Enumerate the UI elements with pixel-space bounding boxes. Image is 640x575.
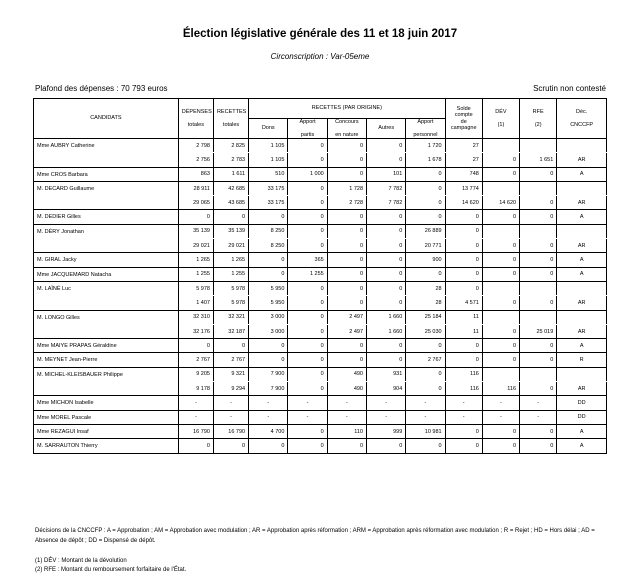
- cell-recettes: 0: [213, 439, 248, 453]
- table-row: [34, 224, 607, 238]
- candidate-name: Mme MICHON Isabelle: [34, 396, 179, 410]
- cell-concours-nature: -: [327, 410, 366, 424]
- cell-rfe: 0: [520, 196, 557, 210]
- cell-concours-nature: 0: [327, 210, 366, 224]
- cell-concours-nature: 2 728: [327, 196, 366, 210]
- candidate-name: M. SARRAUTON Thierry: [34, 439, 179, 453]
- cell-autres: 101: [367, 167, 406, 181]
- cell-recettes: 43 685: [213, 196, 248, 210]
- cell-rfe: 0: [520, 424, 557, 438]
- cell-apport-personnel: 0: [406, 196, 445, 210]
- cell-dons: 33 175: [249, 196, 288, 210]
- cell-recettes: 32 187: [213, 324, 248, 338]
- cell-apport-partis: 0: [288, 339, 327, 353]
- cell-apport-personnel: 900: [406, 253, 445, 267]
- candidate-name: M. GIRAL Jacky: [34, 253, 179, 267]
- cell-decision: [557, 367, 607, 381]
- cell-depenses: 2 767: [178, 353, 213, 367]
- header-rfe: RFE (2): [520, 99, 557, 139]
- cell-apport-partis: 0: [288, 153, 327, 167]
- cell-decision: DD: [557, 396, 607, 410]
- cell-concours-nature: 2 497: [327, 324, 366, 338]
- cell-concours-nature: 0: [327, 439, 366, 453]
- cell-concours-nature: 0: [327, 296, 366, 310]
- cell-concours-nature: 490: [327, 367, 366, 381]
- cell-apport-personnel: -: [406, 410, 445, 424]
- cell-apport-partis: 0: [288, 196, 327, 210]
- cell-dev: 0: [482, 167, 519, 181]
- header-autres: Autres: [367, 119, 406, 139]
- cell-recettes: 35 139: [213, 224, 248, 238]
- candidate-name: M. DÉRY Jonathan: [34, 224, 179, 253]
- cell-dons: 7 900: [249, 382, 288, 396]
- cell-solde: 0: [445, 439, 482, 453]
- cell-depenses: 2 756: [178, 153, 213, 167]
- cell-decision: A: [557, 253, 607, 267]
- cell-apport-partis: 0: [288, 239, 327, 253]
- cell-apport-personnel: 0: [406, 267, 445, 281]
- cell-rfe: [520, 139, 557, 153]
- cell-depenses: 9 178: [178, 382, 213, 396]
- cell-autres: 0: [367, 210, 406, 224]
- cell-dons: 0: [249, 439, 288, 453]
- cell-recettes: 1 265: [213, 253, 248, 267]
- page-title: Élection législative générale des 11 et 18 juin 2017: [182, 28, 458, 40]
- cell-dev: 0: [482, 439, 519, 453]
- cell-dons: 0: [249, 267, 288, 281]
- candidate-name: M. LAÏNÉ Luc: [34, 281, 179, 310]
- cell-apport-partis: 0: [288, 310, 327, 324]
- cell-rfe: 0: [520, 382, 557, 396]
- table-row: [34, 181, 607, 195]
- cell-dons: 0: [249, 253, 288, 267]
- candidate-name: Mme CROS Barbara: [34, 167, 179, 181]
- cell-concours-nature: 490: [327, 382, 366, 396]
- table-row: [34, 281, 607, 295]
- cell-autres: 0: [367, 153, 406, 167]
- footnote-dev: (1) DÉV : Montant de la dévolution: [35, 558, 127, 564]
- cell-dev: 0: [482, 253, 519, 267]
- cell-autres: 1 660: [367, 310, 406, 324]
- cell-solde: 0: [445, 267, 482, 281]
- cell-dev: 0: [482, 324, 519, 338]
- cell-apport-partis: 0: [288, 439, 327, 453]
- cell-dev: 0: [482, 424, 519, 438]
- cell-autres: 999: [367, 424, 406, 438]
- cell-concours-nature: 0: [327, 224, 366, 238]
- cell-depenses: 28 911: [178, 181, 213, 195]
- cell-apport-personnel: 28: [406, 296, 445, 310]
- plafond-depenses: Plafond des dépenses : 70 793 euros: [35, 84, 168, 93]
- cell-rfe: [520, 310, 557, 324]
- cell-autres: 0: [367, 139, 406, 153]
- cell-apport-partis: 0: [288, 324, 327, 338]
- cell-solde: 13 774: [445, 181, 482, 195]
- cell-apport-personnel: 1 678: [406, 153, 445, 167]
- cell-depenses: 1 265: [178, 253, 213, 267]
- cell-rfe: 1 651: [520, 153, 557, 167]
- cell-decision: [557, 224, 607, 238]
- cell-concours-nature: -: [327, 396, 366, 410]
- cell-autres: 0: [367, 353, 406, 367]
- cell-rfe: [520, 224, 557, 238]
- candidate-name: M. DEDIER Gilles: [34, 210, 179, 224]
- table-row: [34, 139, 607, 153]
- cell-depenses: 5 978: [178, 281, 213, 295]
- candidate-name: Mme MOREL Pascale: [34, 410, 179, 424]
- cell-dev: [482, 281, 519, 295]
- cell-solde: -: [445, 396, 482, 410]
- cell-decision: AR: [557, 196, 607, 210]
- circonscription-subtitle: Circonscription : Var-05eme: [270, 52, 370, 61]
- cell-autres: 0: [367, 281, 406, 295]
- cell-rfe: [520, 181, 557, 195]
- cell-recettes: 2 825: [213, 139, 248, 153]
- cell-autres: 7 782: [367, 196, 406, 210]
- cell-apport-partis: 1 255: [288, 267, 327, 281]
- cell-concours-nature: 0: [327, 139, 366, 153]
- cell-autres: 0: [367, 253, 406, 267]
- results-table: [33, 98, 607, 454]
- cell-depenses: -: [178, 396, 213, 410]
- cell-autres: -: [367, 410, 406, 424]
- cell-solde: 0: [445, 281, 482, 295]
- cell-autres: 0: [367, 439, 406, 453]
- cell-rfe: [520, 367, 557, 381]
- header-decision: Déc. CNCCFP: [557, 99, 607, 139]
- cell-dons: 3 000: [249, 324, 288, 338]
- cell-dons: 3 000: [249, 310, 288, 324]
- cell-recettes: 9 321: [213, 367, 248, 381]
- cell-recettes: 1 255: [213, 267, 248, 281]
- cell-decision: AR: [557, 296, 607, 310]
- cell-apport-partis: 365: [288, 253, 327, 267]
- cell-decision: A: [557, 167, 607, 181]
- cell-apport-personnel: 0: [406, 339, 445, 353]
- cell-apport-partis: 0: [288, 181, 327, 195]
- cell-recettes: 5 978: [213, 296, 248, 310]
- cell-apport-personnel: 25 184: [406, 310, 445, 324]
- cell-concours-nature: 0: [327, 267, 366, 281]
- candidate-name: M. MEYNET Jean-Pierre: [34, 353, 179, 367]
- table-row: [34, 396, 607, 410]
- table-row: [34, 267, 607, 281]
- cell-rfe: 0: [520, 167, 557, 181]
- cell-dev: [482, 367, 519, 381]
- cell-recettes: 2 783: [213, 153, 248, 167]
- cell-recettes: 16 790: [213, 424, 248, 438]
- cell-concours-nature: 0: [327, 153, 366, 167]
- header-candidats: CANDIDATS: [34, 99, 179, 139]
- candidate-name: M. MICHEL-KLEISBAUER Philippe: [34, 367, 179, 396]
- cell-dev: 0: [482, 353, 519, 367]
- cell-rfe: 0: [520, 353, 557, 367]
- cell-decision: A: [557, 439, 607, 453]
- cell-concours-nature: 0: [327, 167, 366, 181]
- cell-decision: A: [557, 424, 607, 438]
- cell-rfe: 25 019: [520, 324, 557, 338]
- cell-recettes: 42 685: [213, 181, 248, 195]
- table-row: [34, 367, 607, 381]
- cell-apport-partis: 0: [288, 281, 327, 295]
- results-body: [34, 139, 607, 454]
- cell-rfe: 0: [520, 253, 557, 267]
- cell-dev: 14 620: [482, 196, 519, 210]
- header-recettes-par-origine: RECETTES (PAR ORIGINE): [249, 99, 445, 119]
- table-row: [34, 339, 607, 353]
- cell-apport-personnel: 0: [406, 181, 445, 195]
- cell-apport-partis: 1 000: [288, 167, 327, 181]
- cell-dons: 0: [249, 210, 288, 224]
- cell-apport-personnel: 10 981: [406, 424, 445, 438]
- header-concours-nature: Concours en nature: [327, 119, 366, 139]
- cell-rfe: -: [520, 396, 557, 410]
- cell-solde: 0: [445, 424, 482, 438]
- cell-autres: 0: [367, 296, 406, 310]
- header-dons: Dons: [249, 119, 288, 139]
- cell-apport-partis: 0: [288, 224, 327, 238]
- cell-dons: 0: [249, 339, 288, 353]
- cell-concours-nature: 1 728: [327, 181, 366, 195]
- cell-recettes: 29 021: [213, 239, 248, 253]
- cell-depenses: 0: [178, 339, 213, 353]
- cell-solde: 0: [445, 210, 482, 224]
- header-recettes: RECETTES totales: [213, 99, 248, 139]
- cell-autres: 1 660: [367, 324, 406, 338]
- cell-dons: 5 950: [249, 296, 288, 310]
- cell-decision: AR: [557, 239, 607, 253]
- cell-apport-partis: 0: [288, 296, 327, 310]
- cell-autres: 0: [367, 239, 406, 253]
- cell-recettes: 1 611: [213, 167, 248, 181]
- cell-depenses: 32 310: [178, 310, 213, 324]
- cell-apport-personnel: 26 889: [406, 224, 445, 238]
- table-row: [34, 167, 607, 181]
- cell-dons: 33 175: [249, 181, 288, 195]
- cell-dev: [482, 224, 519, 238]
- cell-solde: 0: [445, 339, 482, 353]
- cell-solde: 116: [445, 367, 482, 381]
- cell-apport-personnel: 25 030: [406, 324, 445, 338]
- cell-solde: 116: [445, 382, 482, 396]
- cell-dev: 0: [482, 239, 519, 253]
- cell-apport-personnel: 28: [406, 281, 445, 295]
- candidate-name: Mme AUBRY Catherine: [34, 139, 179, 168]
- cell-dons: 8 250: [249, 224, 288, 238]
- cell-dons: 1 105: [249, 153, 288, 167]
- header-depenses: DÉPENSES totales: [178, 99, 213, 139]
- cell-concours-nature: 0: [327, 253, 366, 267]
- cell-depenses: 29 065: [178, 196, 213, 210]
- cell-recettes: 0: [213, 339, 248, 353]
- cell-decision: [557, 139, 607, 153]
- cell-apport-personnel: 0: [406, 367, 445, 381]
- cell-recettes: -: [213, 410, 248, 424]
- cell-autres: 0: [367, 224, 406, 238]
- cell-dons: 1 105: [249, 139, 288, 153]
- cell-rfe: 0: [520, 439, 557, 453]
- cell-rfe: [520, 281, 557, 295]
- cell-dev: 116: [482, 382, 519, 396]
- cell-rfe: -: [520, 410, 557, 424]
- cell-autres: 0: [367, 267, 406, 281]
- cell-autres: 0: [367, 339, 406, 353]
- cell-depenses: 2 798: [178, 139, 213, 153]
- cell-solde: 748: [445, 167, 482, 181]
- cell-recettes: -: [213, 396, 248, 410]
- cell-dons: 0: [249, 353, 288, 367]
- cell-apport-partis: 0: [288, 424, 327, 438]
- cell-decision: [557, 310, 607, 324]
- table-row: [34, 353, 607, 367]
- header-apport-personnel: Apport personnel: [406, 119, 445, 139]
- cell-decision: [557, 281, 607, 295]
- cell-apport-personnel: -: [406, 396, 445, 410]
- cell-apport-personnel: 0: [406, 382, 445, 396]
- cell-concours-nature: 0: [327, 239, 366, 253]
- cell-apport-partis: 0: [288, 367, 327, 381]
- cell-rfe: 0: [520, 267, 557, 281]
- decisions-legend: Décisions de la CNCCFP : A = Approbation ; AM = Approbation avec modulation ; AR = Approbation après réformation ; ARM = Approbation après réformation avec modulation ; R = Rejet ; HD = Hors délai ; AD = Absence de dépôt ; DD = Dispensé de dépôt.: [35, 528, 595, 544]
- cell-apport-personnel: 1 720: [406, 139, 445, 153]
- cell-depenses: 16 790: [178, 424, 213, 438]
- cell-autres: 931: [367, 367, 406, 381]
- cell-depenses: 1 255: [178, 267, 213, 281]
- cell-dev: [482, 139, 519, 153]
- cell-dev: 0: [482, 210, 519, 224]
- cell-rfe: 0: [520, 339, 557, 353]
- cell-decision: DD: [557, 410, 607, 424]
- cell-solde: 0: [445, 224, 482, 238]
- table-row: [34, 253, 607, 267]
- cell-concours-nature: 0: [327, 353, 366, 367]
- cell-depenses: 0: [178, 210, 213, 224]
- header-apport-partis: Apport partis: [288, 119, 327, 139]
- cell-apport-partis: 0: [288, 353, 327, 367]
- table-row: [34, 210, 607, 224]
- cell-dev: 0: [482, 153, 519, 167]
- cell-solde: 11: [445, 310, 482, 324]
- cell-dons: 5 950: [249, 281, 288, 295]
- table-row: [34, 410, 607, 424]
- candidate-name: M. LONGO Gilles: [34, 310, 179, 339]
- cell-recettes: 0: [213, 210, 248, 224]
- table-row: [34, 439, 607, 453]
- cell-depenses: 32 176: [178, 324, 213, 338]
- cell-solde: 14 620: [445, 196, 482, 210]
- cell-rfe: 0: [520, 239, 557, 253]
- cell-dev: -: [482, 396, 519, 410]
- cell-apport-personnel: 20 771: [406, 239, 445, 253]
- cell-recettes: 5 978: [213, 281, 248, 295]
- cell-autres: 7 782: [367, 181, 406, 195]
- cell-dev: 0: [482, 296, 519, 310]
- cell-apport-partis: -: [288, 410, 327, 424]
- cell-depenses: 35 139: [178, 224, 213, 238]
- scrutin-status: Scrutin non contesté: [533, 84, 606, 93]
- cell-solde: 27: [445, 153, 482, 167]
- cell-recettes: 2 767: [213, 353, 248, 367]
- cell-dons: -: [249, 410, 288, 424]
- cell-concours-nature: 110: [327, 424, 366, 438]
- cell-recettes: 32 321: [213, 310, 248, 324]
- cell-apport-partis: 0: [288, 382, 327, 396]
- cell-concours-nature: 0: [327, 339, 366, 353]
- candidate-name: Mme MAIYE PRAPAS Géraldine: [34, 339, 179, 353]
- cell-dev: [482, 181, 519, 195]
- cell-concours-nature: 2 497: [327, 310, 366, 324]
- cell-depenses: 9 205: [178, 367, 213, 381]
- cell-apport-personnel: 0: [406, 167, 445, 181]
- cell-decision: A: [557, 210, 607, 224]
- cell-solde: 4 571: [445, 296, 482, 310]
- cell-autres: 904: [367, 382, 406, 396]
- cell-concours-nature: 0: [327, 281, 366, 295]
- table-row: [34, 310, 607, 324]
- cell-solde: 0: [445, 239, 482, 253]
- cell-solde: 0: [445, 353, 482, 367]
- cell-dons: 4 700: [249, 424, 288, 438]
- cell-decision: A: [557, 339, 607, 353]
- cell-solde: -: [445, 410, 482, 424]
- cell-depenses: 29 021: [178, 239, 213, 253]
- cell-decision: A: [557, 267, 607, 281]
- cell-depenses: 863: [178, 167, 213, 181]
- cell-apport-personnel: 0: [406, 210, 445, 224]
- cell-dons: 7 900: [249, 367, 288, 381]
- cell-decision: AR: [557, 153, 607, 167]
- cell-dons: -: [249, 396, 288, 410]
- cell-depenses: -: [178, 410, 213, 424]
- cell-apport-partis: 0: [288, 210, 327, 224]
- cell-decision: R: [557, 353, 607, 367]
- candidate-name: M. DECARD Guillaume: [34, 181, 179, 210]
- cell-rfe: 0: [520, 210, 557, 224]
- header-dev: DÉV (1): [482, 99, 519, 139]
- cell-decision: AR: [557, 324, 607, 338]
- footnotes: [35, 557, 186, 575]
- cell-apport-partis: -: [288, 396, 327, 410]
- table-row: [34, 424, 607, 438]
- cell-dev: 0: [482, 267, 519, 281]
- cell-dev: [482, 310, 519, 324]
- cell-apport-personnel: 2 767: [406, 353, 445, 367]
- footnote-rfe: (2) RFE : Montant du remboursement forfaitaire de l'État.: [35, 567, 187, 573]
- cell-recettes: 9 294: [213, 382, 248, 396]
- cell-dev: -: [482, 410, 519, 424]
- cell-decision: [557, 181, 607, 195]
- candidate-name: Mme JACQUEMARD Natacha: [34, 267, 179, 281]
- cell-decision: AR: [557, 382, 607, 396]
- cell-solde: 0: [445, 253, 482, 267]
- cell-dons: 510: [249, 167, 288, 181]
- cell-apport-personnel: 0: [406, 439, 445, 453]
- cell-solde: 27: [445, 139, 482, 153]
- cell-apport-partis: 0: [288, 139, 327, 153]
- cell-solde: 11: [445, 324, 482, 338]
- cell-depenses: 1 407: [178, 296, 213, 310]
- cell-autres: -: [367, 396, 406, 410]
- cell-rfe: 0: [520, 296, 557, 310]
- candidate-name: Mme REZAGUI Insaf: [34, 424, 179, 438]
- cell-dons: 8 250: [249, 239, 288, 253]
- header-solde: Solde compte de campagne: [445, 99, 482, 139]
- cell-depenses: 0: [178, 439, 213, 453]
- cell-dev: 0: [482, 339, 519, 353]
